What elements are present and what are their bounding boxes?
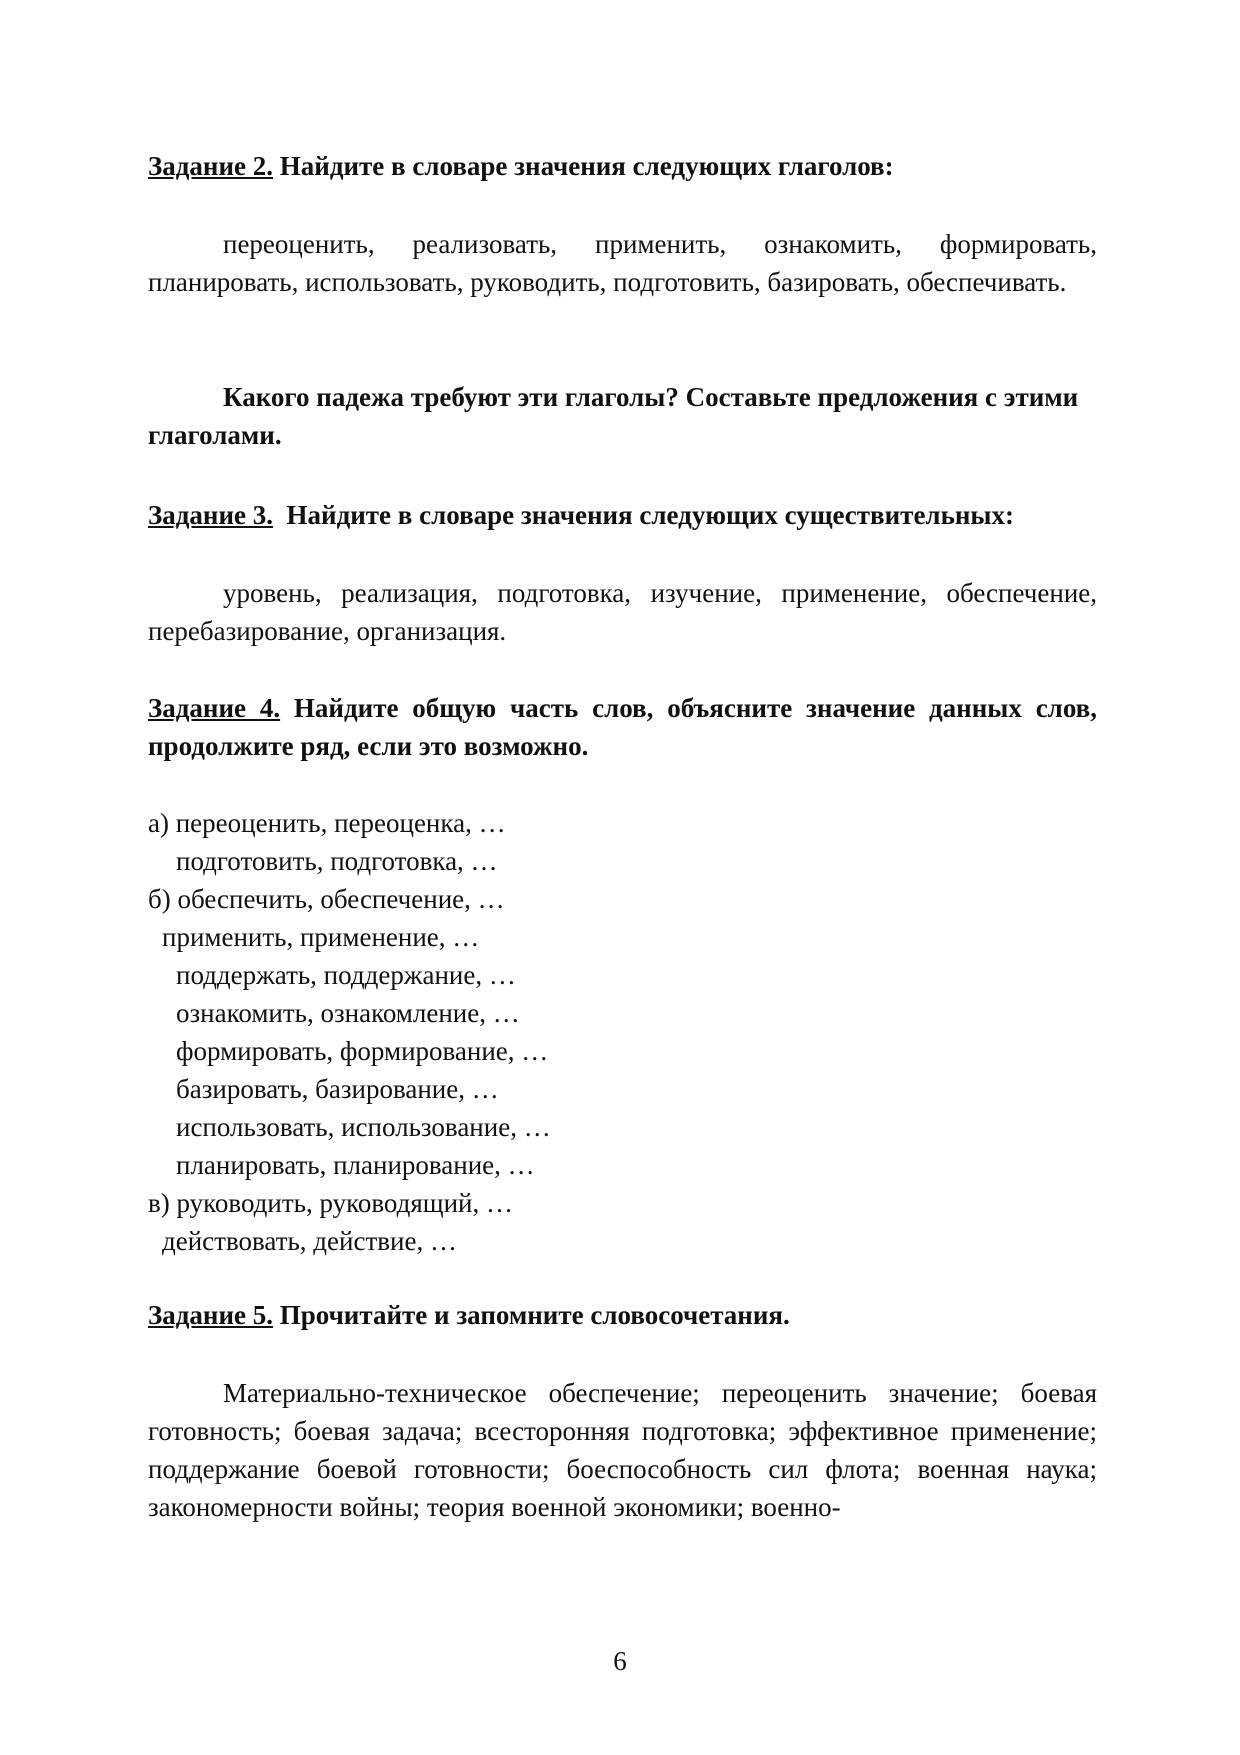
task4-line-b7: использовать, использование, … [176, 1112, 551, 1142]
task4-line-c2: действовать, действие, … [162, 1226, 457, 1256]
task4-line-b1: б) обеспечить, обеспечение, … [148, 884, 505, 914]
task2-words: переоценить, реализовать, применить, ознакомить, формировать, планировать, использовать, руководить, подготовить, базировать, обеспечивать. [148, 229, 1097, 297]
task4-line-b2: применить, применение, … [162, 922, 480, 952]
task4-label: Задание 4. [148, 693, 281, 723]
task5-title: Прочитайте и запомните словосочетания. [273, 1300, 790, 1330]
task4-heading [148, 689, 1097, 765]
task5-heading [148, 1296, 1097, 1334]
task4-line-a2: подготовить, подготовка, … [176, 846, 498, 876]
task4-line-b3: поддержать, поддержание, … [176, 960, 516, 990]
task3-title: Найдите в словаре значения следующих существительных: [273, 500, 1014, 530]
task4-line-c1: в) руководить, руководящий, … [148, 1188, 513, 1218]
task2-label: Задание 2. [148, 151, 274, 181]
task3-heading [148, 496, 1097, 534]
task5-label: Задание 5. [148, 1300, 274, 1330]
task4-line-b5: формировать, формирование, … [176, 1036, 549, 1066]
task3-words: уровень, реализация, подготовка, изучение, применение, обеспечение, перебазирование, организация. [148, 578, 1097, 646]
task4-title: Найдите общую часть слов, объясните значение данных слов, продолжите ряд, если это возможно. [148, 693, 1097, 761]
task5-text: Материально-техническое обеспечение; переоценить значение; боевая готовность; боевая задача; всесторонняя подготовка; эффективное применение; поддержание боевой готовности; боеспособность сил флота; военная наука; закономерности войны; теория военной экономики; военно- [148, 1378, 1097, 1522]
task2-title: Найдите в словаре значения следующих глаголов: [273, 151, 894, 181]
task2-question: Какого падежа требуют эти глаголы? Составьте предложения с этими глаголами. [148, 382, 1079, 450]
task4-line-b6: базировать, базирование, … [176, 1074, 499, 1104]
task4-line-b4: ознакомить, ознакомление, … [176, 998, 520, 1028]
task4-line-b8: планировать, планирование, … [176, 1150, 535, 1180]
task3-label: Задание 3. [148, 500, 274, 530]
task2-heading [148, 147, 1097, 185]
task4-line-a1: а) переоценить, переоценка, … [148, 808, 506, 838]
page-number: 6 [613, 1646, 627, 1676]
